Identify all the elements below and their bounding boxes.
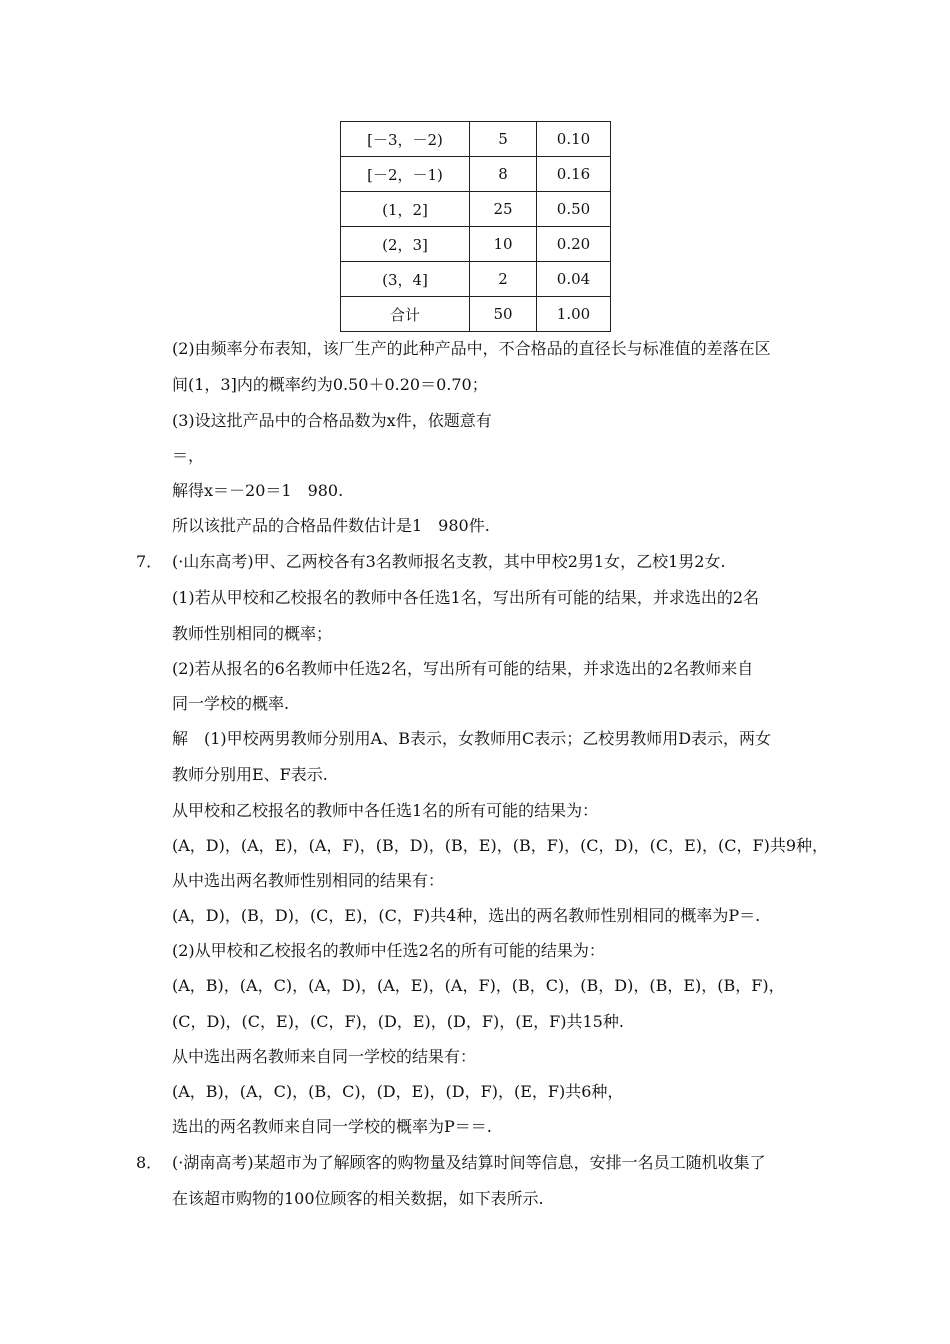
table-row xyxy=(341,192,611,227)
question-7 xyxy=(136,550,726,574)
frequency-table xyxy=(340,121,611,332)
text-line: 教师分别用E、F表示. xyxy=(172,765,328,784)
count-cell: 10 xyxy=(470,227,537,262)
text-line: ＝， xyxy=(172,446,205,465)
text-line: 间(1，3]内的概率约为0.50＋0.20＝0.70； xyxy=(172,375,488,394)
text-line: 从甲校和乙校报名的教师中各任选1名的所有可能的结果为： xyxy=(172,801,599,820)
text-line: (1)若从甲校和乙校报名的教师中各任选1名，写出所有可能的结果，并求选出的2名 xyxy=(172,588,760,607)
text-line: 同一学校的概率. xyxy=(172,694,290,713)
text-line: (2)由频率分布表知，该厂生产的此种产品中，不合格品的直径长与标准值的差落在区 xyxy=(172,339,771,358)
question-number: 7． xyxy=(136,552,163,571)
table-row xyxy=(341,157,611,192)
text-line: (2)若从报名的6名教师中任选2名，写出所有可能的结果，并求选出的2名教师来自 xyxy=(172,659,754,678)
count-cell: 5 xyxy=(470,122,537,157)
count-cell: 50 xyxy=(470,297,537,332)
question-text: (·山东高考)甲、乙两校各有3名教师报名支教，其中甲校2男1女，乙校1男2女. xyxy=(172,552,726,571)
frequency-cell: 0.04 xyxy=(537,262,611,297)
text-line: (3)设这批产品中的合格品数为x件，依题意有 xyxy=(172,411,492,430)
table-row xyxy=(341,227,611,262)
interval-cell: (3，4] xyxy=(341,262,470,297)
text-line: (A，D)，(B，D)，(C，E)，(C，F)共4种，选出的两名教师性别相同的概率为P＝. xyxy=(172,906,761,925)
frequency-cell: 0.10 xyxy=(537,122,611,157)
table-row xyxy=(341,122,611,157)
count-cell: 2 xyxy=(470,262,537,297)
text-line: 解 (1)甲校两男教师分别用A、B表示，女教师用C表示；乙校男教师用D表示，两女 xyxy=(172,729,772,748)
frequency-cell: 0.20 xyxy=(537,227,611,262)
interval-cell: [－2，－1) xyxy=(341,157,470,192)
text-line: 教师性别相同的概率； xyxy=(172,624,333,643)
text-line: (A，B)，(A，C)，(B，C)，(D，E)，(D，F)，(E，F)共6种， xyxy=(172,1082,624,1101)
interval-cell: (2，3] xyxy=(341,227,470,262)
count-cell: 8 xyxy=(470,157,537,192)
frequency-cell: 0.50 xyxy=(537,192,611,227)
frequency-cell: 0.16 xyxy=(537,157,611,192)
text-line: 选出的两名教师来自同一学校的概率为P＝＝. xyxy=(172,1117,492,1136)
text-line: 从中选出两名教师性别相同的结果有： xyxy=(172,871,445,890)
table-row xyxy=(341,297,611,332)
frequency-table-body xyxy=(341,122,611,332)
text-line: (A，D)，(A，E)，(A，F)，(B，D)，(B，E)，(B，F)，(C，D)，(C，E)，(C，F)共9种， xyxy=(172,836,829,855)
text-line: 从中选出两名教师来自同一学校的结果有： xyxy=(172,1047,477,1066)
question-text: (·湖南高考)某超市为了解顾客的购物量及结算时间等信息，安排一名员工随机收集了 xyxy=(172,1153,766,1172)
text-line: 解得x＝－20＝1 980. xyxy=(172,481,344,500)
text-line: (A，B)，(A，C)，(A，D)，(A，E)，(A，F)，(B，C)，(B，D)，(B，E)，(B，F)， xyxy=(172,976,785,995)
interval-cell: (1，2] xyxy=(341,192,470,227)
interval-cell: [－3，－2) xyxy=(341,122,470,157)
text-line: 在该超市购物的100位顾客的相关数据，如下表所示. xyxy=(172,1189,544,1208)
question-number: 8． xyxy=(136,1153,163,1172)
count-cell: 25 xyxy=(470,192,537,227)
question-8 xyxy=(136,1151,766,1175)
frequency-cell: 1.00 xyxy=(537,297,611,332)
text-line: (C，D)，(C，E)，(C，F)，(D，E)，(D，F)，(E，F)共15种. xyxy=(172,1012,624,1031)
interval-cell: 合计 xyxy=(341,297,470,332)
table-row xyxy=(341,262,611,297)
text-line: (2)从甲校和乙校报名的教师中任选2名的所有可能的结果为： xyxy=(172,941,605,960)
text-line: 所以该批产品的合格品件数估计是1 980件. xyxy=(172,516,490,535)
